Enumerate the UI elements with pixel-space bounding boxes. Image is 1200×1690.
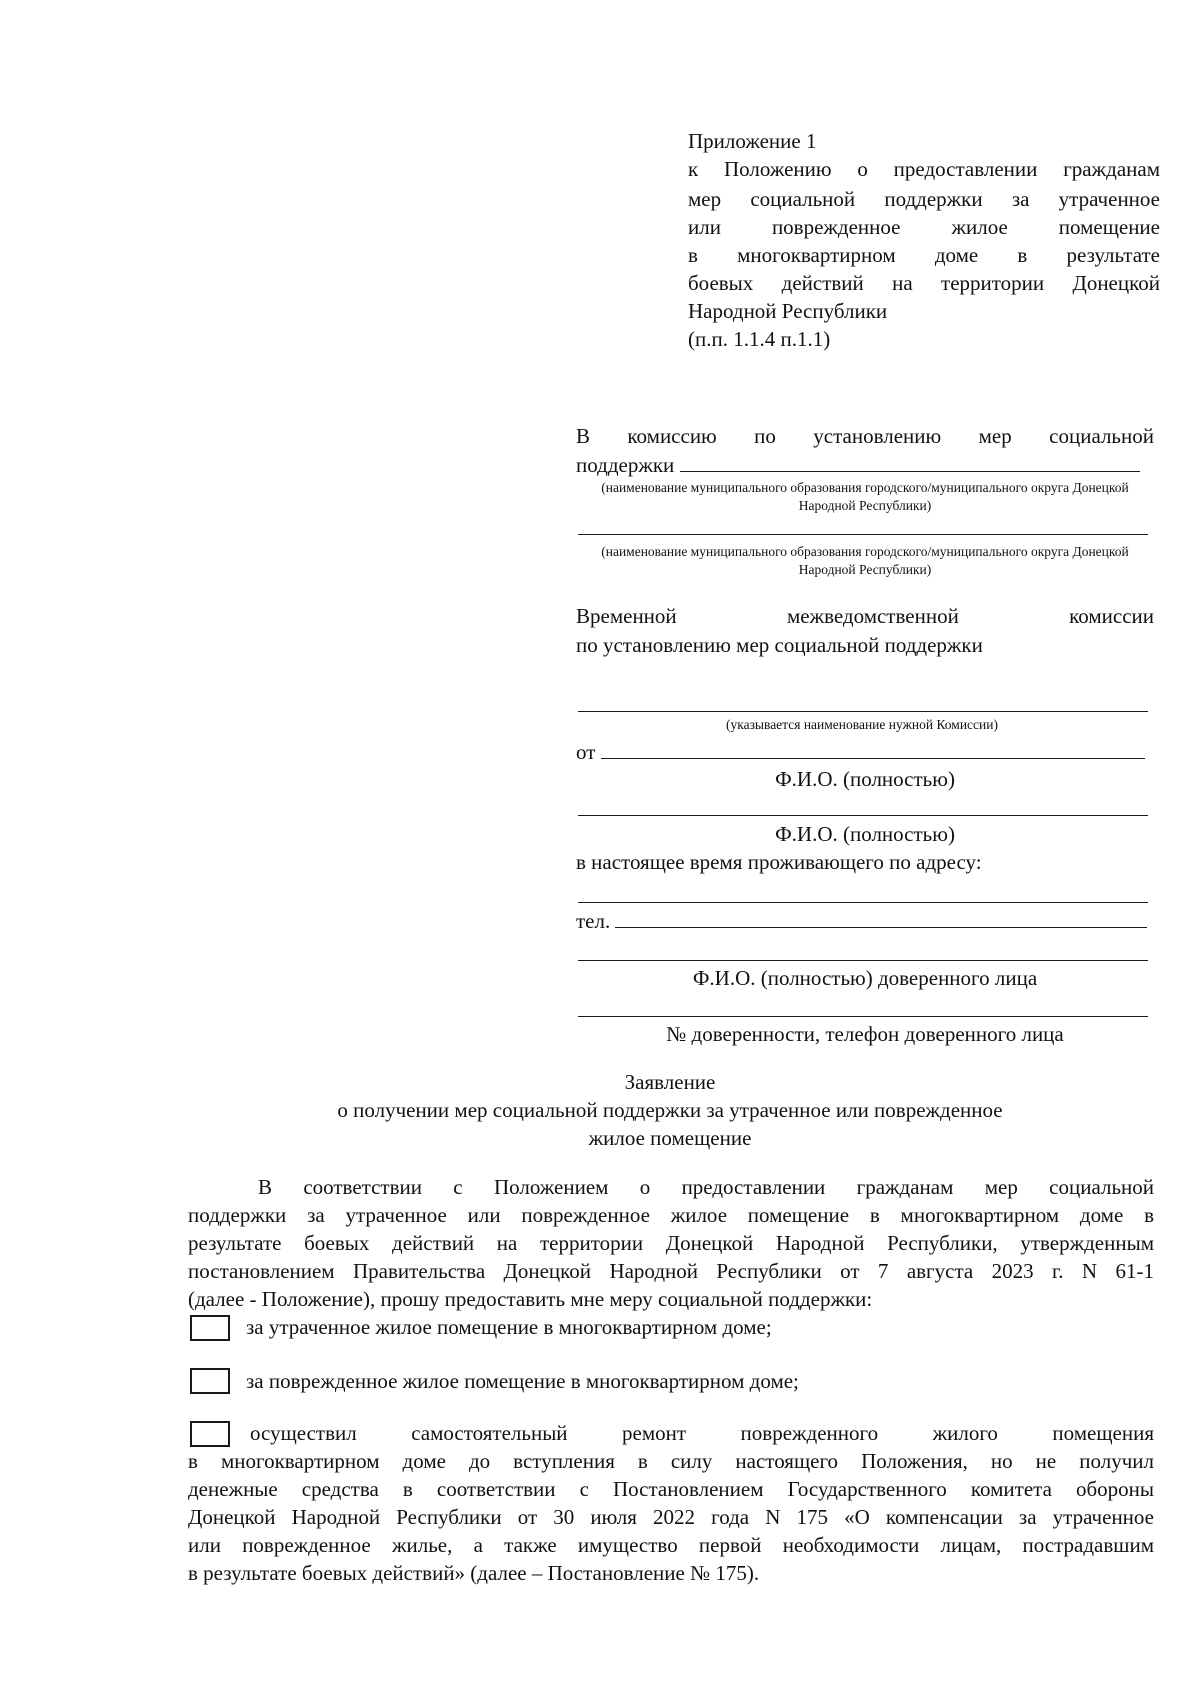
appendix-line: боевых действий на территории Донецкой bbox=[688, 271, 1160, 295]
option-text-line: в результате боевых действий» (далее – Постановление № 175). bbox=[188, 1561, 760, 1585]
temp-commission-line: Временной межведомственной комиссии bbox=[576, 604, 1154, 628]
paragraph-line: результате боевых действий на территории Донецкой Народной Республики, утвержденным bbox=[188, 1231, 1154, 1255]
phone-label: тел. bbox=[576, 909, 611, 933]
proxy-doc-label: № доверенности, телефон доверенного лица bbox=[666, 1022, 1064, 1046]
commission-line-text: поддержки bbox=[576, 453, 675, 477]
option-text-line: денежные средства в соответствии с Постановлением Государственного комитета обороны bbox=[188, 1477, 1154, 1501]
commission-line-2 bbox=[576, 451, 1154, 479]
from-label: от bbox=[576, 740, 596, 764]
option-label-lost: за утраченное жилое помещение в многоквартирном доме; bbox=[246, 1315, 772, 1339]
address-label: в настоящее время проживающего по адресу: bbox=[576, 850, 982, 874]
municipal-hint: (наименование муниципального образования городского/муниципального округа Донецкой Народной Республики) bbox=[601, 480, 1129, 513]
municipal-name-field[interactable] bbox=[578, 534, 1148, 535]
appendix-line: Народной Республики bbox=[688, 299, 888, 323]
fio-label: Ф.И.О. (полностью) bbox=[775, 822, 955, 846]
option-checkbox-damaged[interactable] bbox=[190, 1368, 230, 1394]
address-field[interactable] bbox=[578, 902, 1148, 903]
paragraph-line: В соответствии с Положением о предоставлении гражданам мер социальной bbox=[258, 1175, 1154, 1199]
option-text-line: или поврежденное жилье, а также имущество первой необходимости лицам, пострадавшим bbox=[188, 1533, 1154, 1557]
option-label-self-repair: осуществил самостоятельный ремонт поврежденного жилого помещения bbox=[250, 1421, 1154, 1445]
commission-line: В комиссию по установлению мер социальной bbox=[576, 424, 1154, 448]
paragraph-line: постановлением Правительства Донецкой Народной Республики от 7 августа 2023 г. N 61-1 bbox=[188, 1259, 1154, 1283]
option-checkbox-self-repair[interactable] bbox=[190, 1421, 230, 1447]
paragraph-line: поддержки за утраченное или поврежденное жилое помещение в многоквартирном доме в bbox=[188, 1203, 1154, 1227]
proxy-doc-field[interactable] bbox=[578, 1016, 1148, 1017]
statement-subtitle: жилое помещение bbox=[588, 1126, 752, 1150]
option-checkbox-lost[interactable] bbox=[190, 1315, 230, 1341]
appendix-line: к Положению о предоставлении гражданам bbox=[688, 157, 1160, 181]
from-line bbox=[576, 738, 1154, 766]
applicant-name-field[interactable] bbox=[601, 738, 1145, 759]
paragraph-line: (далее - Положение), прошу предоставить мне меру социальной поддержки: bbox=[188, 1287, 873, 1311]
appendix-line: или поврежденное жилое помещение bbox=[688, 215, 1160, 239]
proxy-fio-label: Ф.И.О. (полностью) доверенного лица bbox=[692, 966, 1038, 990]
option-label-damaged: за поврежденное жилое помещение в многоквартирном доме; bbox=[246, 1369, 799, 1393]
appendix-title: Приложение 1 bbox=[688, 129, 817, 153]
option-text-line: Донецкой Народной Республики от 30 июля 2022 года N 175 «О компенсации за утраченное bbox=[188, 1505, 1154, 1529]
municipal-hint: (наименование муниципального образования городского/муниципального округа Донецкой Народной Республики) bbox=[601, 544, 1129, 577]
commission-hint: (указывается наименование нужной Комиссии) bbox=[726, 717, 998, 732]
statement-subtitle: о получении мер социальной поддержки за утраченное или поврежденное bbox=[337, 1098, 1003, 1122]
applicant-name-field-2[interactable] bbox=[578, 815, 1148, 816]
phone-field[interactable] bbox=[615, 907, 1147, 928]
commission-choice-field[interactable] bbox=[578, 711, 1148, 712]
statement-title: Заявление bbox=[624, 1070, 716, 1094]
appendix-line: мер социальной поддержки за утраченное bbox=[688, 187, 1160, 211]
proxy-name-field[interactable] bbox=[578, 960, 1148, 961]
phone-line bbox=[576, 907, 1154, 935]
option-text-line: в многоквартирном доме до вступления в силу настоящего Положения, но не получил bbox=[188, 1449, 1154, 1473]
commission-name-field[interactable] bbox=[680, 451, 1140, 472]
appendix-ref: (п.п. 1.1.4 п.1.1) bbox=[688, 327, 831, 351]
appendix-line: в многоквартирном доме в результате bbox=[688, 243, 1160, 267]
temp-commission-line-2: по установлению мер социальной поддержки bbox=[576, 633, 983, 657]
fio-label: Ф.И.О. (полностью) bbox=[775, 767, 955, 791]
